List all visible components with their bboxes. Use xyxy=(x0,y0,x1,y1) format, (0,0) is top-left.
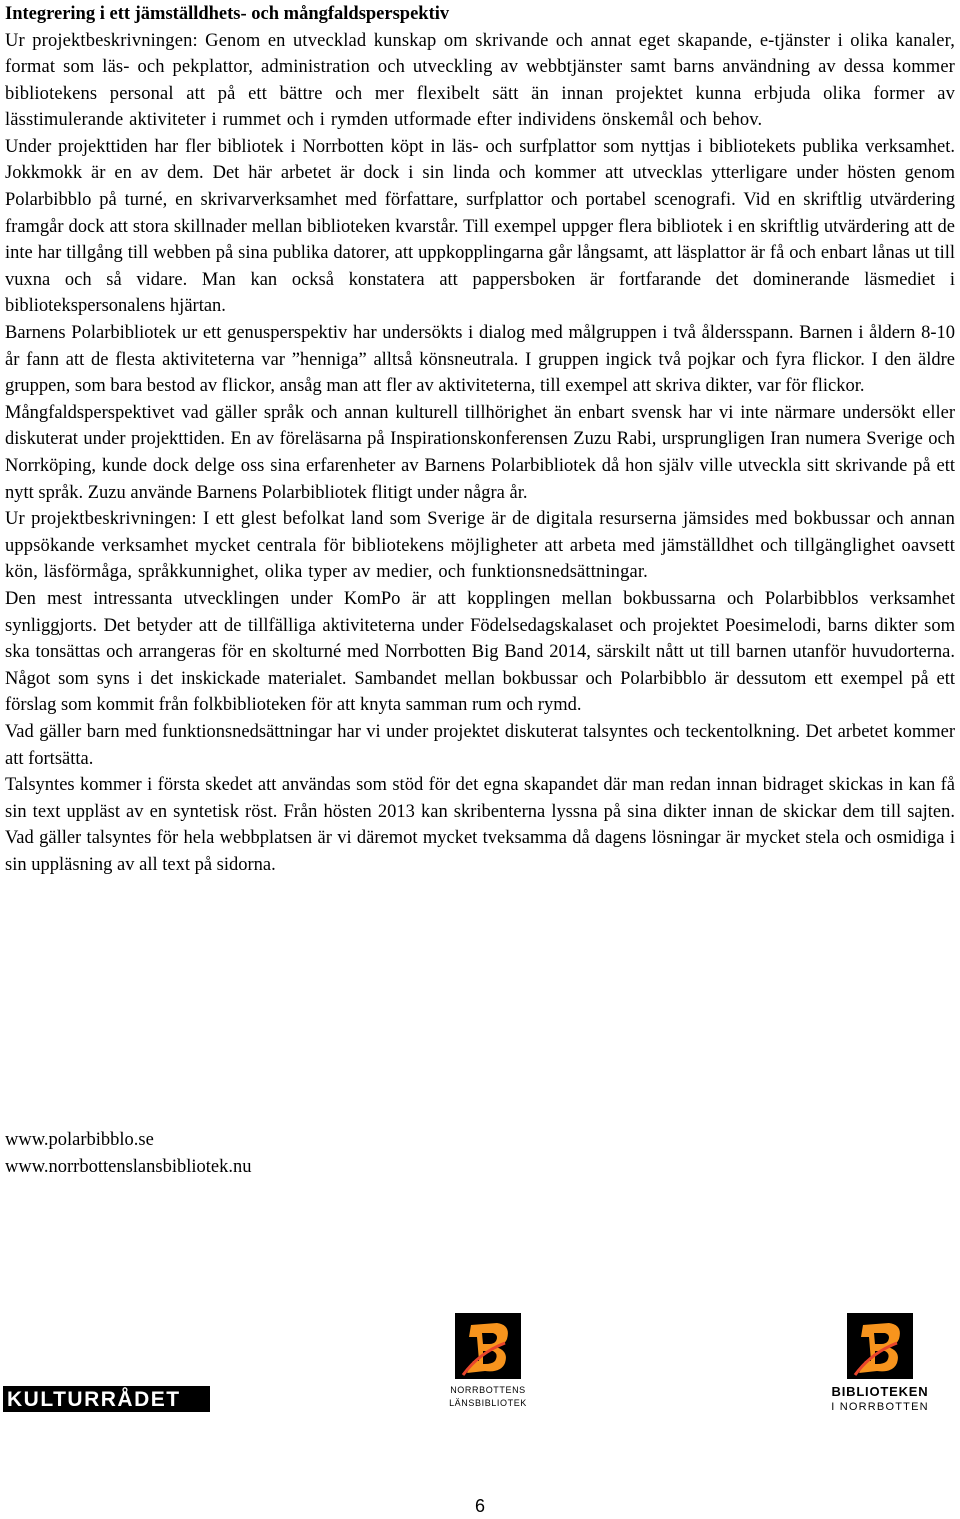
paragraph-mangfaldsperspektiv: Mångfaldsperspektivet vad gäller språk och annan kulturell tillhörighet än enbart svensk har vi inte närmare undersökt eller diskuterat under projekttiden. En av föreläsarna på Inspirationskonferensen Zuzu Rabi, ursprungligen Iran numera Sverige och Norrköping, kunde dock delge oss sina erfarenheter av Barnens Polarbibliotek då hon själv ville utveckla sitt skrivande på ett nytt språk. Zuzu använde Barnens Polarbibliotek flitigt under några år. xyxy=(5,402,955,503)
kulturradet-logo-text: KULTURRÅDET xyxy=(7,1388,181,1411)
paragraph-funktionsnedsattningar: Vad gäller barn med funktionsnedsättningar har vi under projektet diskuterat talsyntes och teckentolkning. Det arbetet kommer att fortsätta. xyxy=(5,721,955,769)
norrbottens-logo-line2: LÄNSBIBLIOTEK xyxy=(449,1398,527,1408)
paragraph-genusperspektiv: Barnens Polarbibliotek ur ett genusperspektiv har undersökts i dialog med målgruppen i två åldersspann. Barnen i åldern 8-10 år fann att de flesta aktiviteterna var ”henniga” alltså könsneutrala. I gruppen ingick två pojkar och fyra flickor. I den äldre gruppen, som bara bestod av flickor, ansåg man att fler av aktiviteterna, till exempel att skriva dikter, var för flickor. xyxy=(5,323,955,397)
page-number: 6 xyxy=(474,1496,485,1516)
link-list xyxy=(5,1127,505,1180)
document-body xyxy=(5,0,955,879)
paragraph-projektbeskrivning-2: Ur projektbeskrivningen: I ett glest befolkat land som Sverige är de digitala resurserna jämsides med bokbussar och annan uppsökande verksamhet mycket centrala för bibliotekens möjligheter att arbeta med jämställdhet och tillgänglighet oavsett kön, läsförmåga, språkkunnighet, olika typer av medier, och funktionsnedsättningar. xyxy=(5,509,955,583)
paragraph-surfplattor: Under projekttiden har fler bibliotek i Norrbotten köpt in läs- och surfplattor som nyttjas i bibliotekets publika verksamhet. Jokkmokk är en av dem. Det här arbetet är dock i sin linda och kommer att utvecklas ytterligare under hösten genom Polarbibblo på turné, en skrivarverksamhet med författare, surfplattor och portabel scenografi. Vid en skriftlig utvärdering framgår dock att stora skillnader mellan biblioteken kvarstår. Till exempel uppger flera bibliotek i en skriftlig utvärdering att de inte har tillgång till webben på sina publika datorer, att uppkopplingarna går långsamt, att läsplattor är få och enbart lånas ut till vuxna och så vidare. Man kan också konstatera att pappersboken är fortfarande det dominerande läsmediet i bibliotekspersonalens hjärtan. xyxy=(5,136,955,317)
link-polarbibblo[interactable]: www.polarbibblo.se xyxy=(5,1130,154,1150)
norrbottens-lansbibliotek-logo xyxy=(449,1313,527,1411)
biblioteken-i-norrbotten-logo xyxy=(825,1313,935,1413)
biblioteken-logo-line1: BIBLIOTEKEN xyxy=(831,1384,929,1399)
biblioteken-logo-line2: I NORRBOTTEN xyxy=(831,1401,929,1413)
link-norrbottenslansbibliotek[interactable]: www.norrbottenslansbibliotek.nu xyxy=(5,1156,252,1177)
paragraph-kompo-bokbussar: Den mest intressanta utvecklingen under KomPo är att kopplingen mellan bokbussarna och Polarbibblos verksamhet synliggjorts. Det betyder att de tillfälliga aktiviteterna under Födelsedagskalaset och projektet Poesimelodi, barns dikter som ska tonsättas och arrangeras för en skolturné med Norrbotten Big Band 2014, särskilt nått ut till barnen utanför huvudorterna. Något som syns i det inskickade materialet. Sambandet mellan bokbussar och Polarbibblo är dessutom ett exempel på ett förslag som kommit från folkbiblioteken för att knyta samman rum och rymd. xyxy=(5,588,955,716)
paragraph-talsyntes: Talsyntes kommer i första skedet att användas som stöd för det egna skapandet där man redan innan bidraget skickas in kan få sin text uppläst av en syntetisk röst. Från hösten 2013 kan skribenterna lyssna på sina dikter innan de skickar dem till sajten. Vad gäller talsyntes för hela webbplatsen är vi däremot mycket tveksamma då dagens lösningar är mycket stela och osmidiga i sin uppläsning av all text på sidorna. xyxy=(5,775,955,875)
kulturradet-logo xyxy=(3,1386,210,1412)
norrbottens-logo-line1: NORRBOTTENS xyxy=(450,1385,526,1395)
paragraph-projektbeskrivning-1: Ur projektbeskrivningen: Genom en utvecklad kunskap om skrivande och annat eget skapande, e-tjänster i olika kanaler, format som läs- och pekplattor, administration och utveckling av webbtjänster samt barns användning av dessa kommer bibliotekens personal att på ett bättre och mer flexibelt sätt än innan projektet kunna erbjuda olika former av lässtimulerande aktiviteter i rummet och i rymden utformade efter individens önskemål och behov. xyxy=(5,30,955,131)
section-heading: Integrering i ett jämställdhets- och mångfaldsperspektiv xyxy=(5,4,450,24)
